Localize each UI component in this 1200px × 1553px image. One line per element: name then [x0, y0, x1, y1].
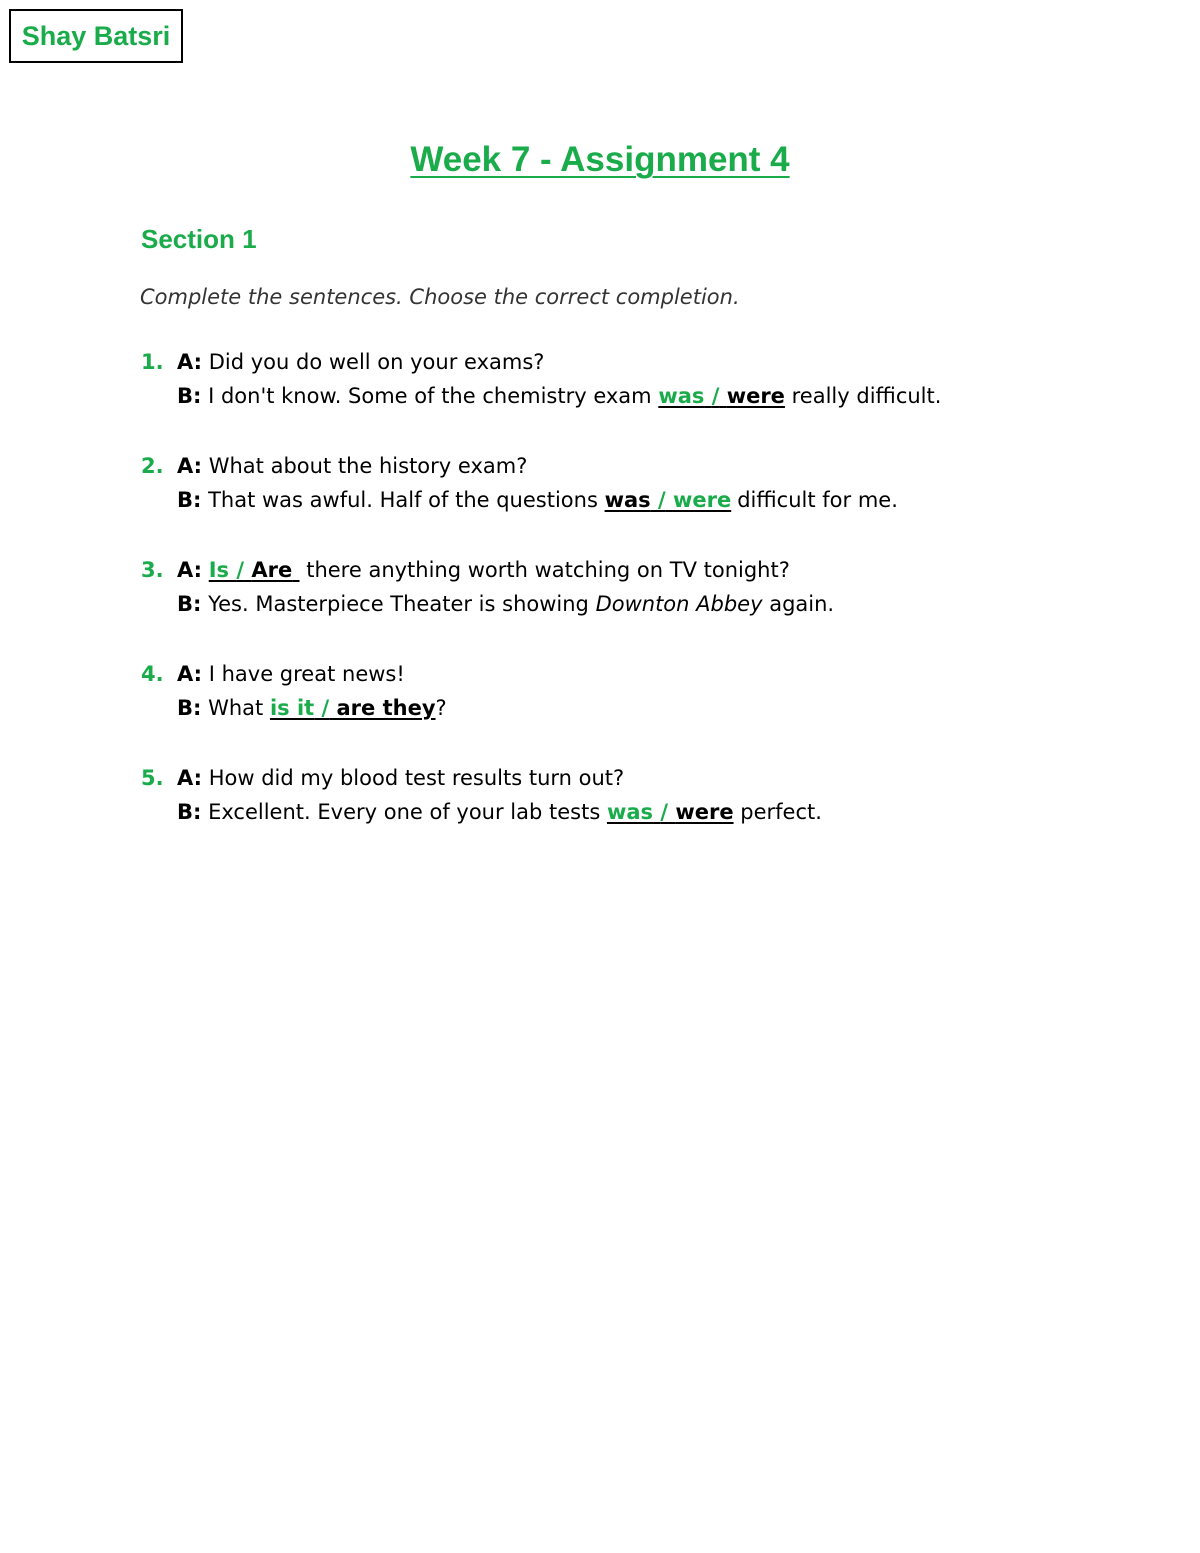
- exercise-item-3: [141, 553, 1141, 657]
- speaker-b-label: B:: [177, 384, 202, 408]
- choice-option-2: Are: [251, 558, 293, 582]
- instructions: Complete the sentences. Choose the correct completion.: [140, 285, 740, 309]
- speaker-a-label: A:: [177, 766, 203, 790]
- line-a: [141, 657, 405, 691]
- choice-separator: /: [236, 558, 245, 582]
- line-a: [141, 553, 790, 587]
- answer-choice: [209, 558, 300, 582]
- item-number: 5.: [141, 766, 164, 790]
- line-b: [177, 483, 898, 517]
- speaker-b-text-after: really difficult.: [791, 384, 942, 408]
- line-b: [177, 691, 447, 725]
- speaker-a-label: A:: [177, 350, 203, 374]
- speaker-a-text: I have great news!: [208, 662, 405, 686]
- speaker-b-text-after: ?: [435, 696, 447, 720]
- speaker-b-text-after: perfect.: [740, 800, 822, 824]
- speaker-a-label: A:: [177, 454, 203, 478]
- line-a: [141, 449, 527, 483]
- speaker-b-text-before: That was awful. Half of the questions: [208, 488, 598, 512]
- document-title: Week 7 - Assignment 4: [410, 140, 790, 179]
- item-number: 2.: [141, 454, 164, 478]
- speaker-b-label: B:: [177, 488, 202, 512]
- author-name-box: [9, 9, 183, 63]
- speaker-a-text: What about the history exam?: [208, 454, 528, 478]
- choice-option-1: Is: [208, 558, 230, 582]
- speaker-b-text-before: Excellent. Every one of your lab tests: [208, 800, 601, 824]
- section-title: Section 1: [141, 224, 257, 254]
- choice-option-1: was: [604, 488, 651, 512]
- speaker-b-text-before: Yes. Masterpiece Theater is showing: [208, 592, 589, 616]
- answer-choice: [658, 384, 785, 408]
- choice-option-1: was: [606, 800, 654, 824]
- line-b: [177, 795, 822, 829]
- speaker-b-text-before: What: [208, 696, 264, 720]
- item-number: 1.: [141, 350, 164, 374]
- choice-separator: /: [657, 488, 666, 512]
- item-number: 3.: [141, 558, 164, 582]
- choice-option-2: were: [726, 384, 785, 408]
- line-a: [141, 761, 624, 795]
- author-name: Shay Batsri: [21, 20, 171, 51]
- speaker-b-text-after: again.: [769, 592, 835, 616]
- speaker-a-text: Did you do well on your exams?: [208, 350, 545, 374]
- choice-separator: /: [711, 384, 720, 408]
- line-b: [177, 379, 941, 413]
- exercise-item-4: [141, 657, 1141, 761]
- choice-option-1: was: [658, 384, 705, 408]
- speaker-b-text-before: I don't know. Some of the chemistry exam: [208, 384, 652, 408]
- item-number: 4.: [141, 662, 164, 686]
- choice-option-1: is it: [269, 696, 315, 720]
- exercise-item-2: [141, 449, 1141, 553]
- choice-separator: /: [321, 696, 330, 720]
- choice-separator: /: [660, 800, 669, 824]
- speaker-a-label: A:: [177, 558, 203, 582]
- speaker-b-label: B:: [177, 592, 202, 616]
- speaker-a-text: How did my blood test results turn out?: [208, 766, 625, 790]
- choice-option-2: are they: [336, 696, 436, 720]
- answer-choice: [270, 696, 436, 720]
- exercise-list: [141, 345, 1141, 865]
- speaker-a-text-after: there anything worth watching on TV tonight?: [306, 558, 790, 582]
- speaker-a-label: A:: [177, 662, 203, 686]
- speaker-b-label: B:: [177, 696, 202, 720]
- speaker-b-label: B:: [177, 800, 202, 824]
- exercise-item-1: [141, 345, 1141, 449]
- line-a: [141, 345, 544, 379]
- line-b: [177, 587, 834, 621]
- exercise-item-5: [141, 761, 1141, 865]
- choice-option-2: were: [672, 488, 732, 512]
- speaker-b-text-after: difficult for me.: [737, 488, 898, 512]
- choice-option-2: were: [675, 800, 734, 824]
- answer-choice: [605, 488, 732, 512]
- show-title: Downton Abbey: [595, 592, 763, 616]
- answer-choice: [607, 800, 734, 824]
